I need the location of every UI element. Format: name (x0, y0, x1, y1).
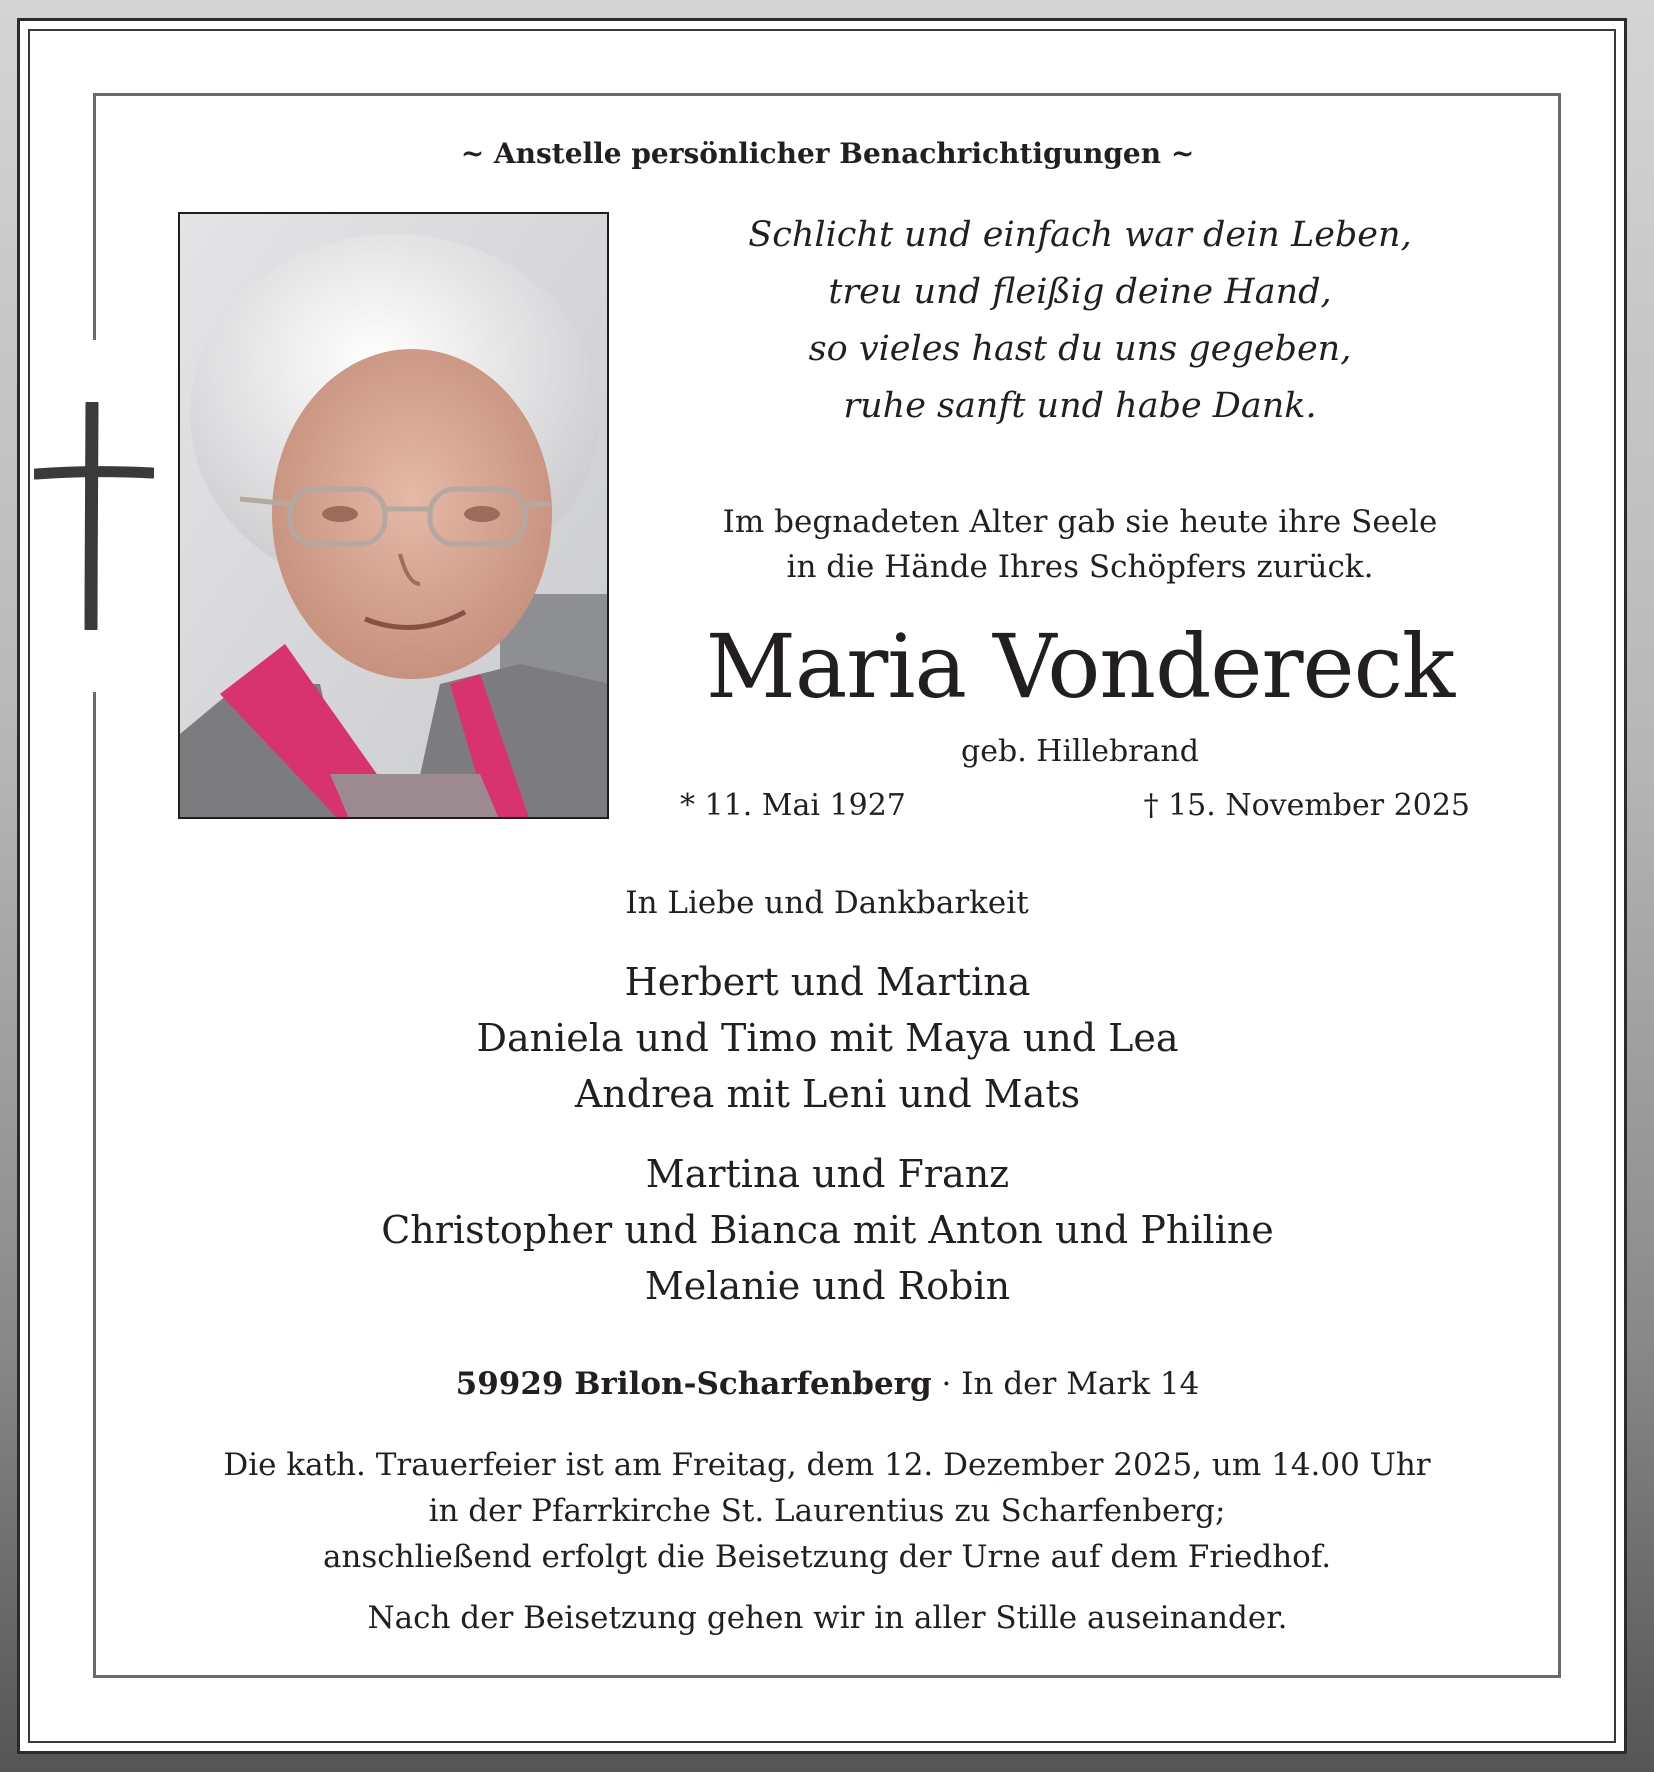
family-group-1 (260, 954, 1395, 1122)
cross-icon (34, 402, 154, 630)
birth-date: * 11. Mai 1927 (680, 788, 906, 823)
ceremony-line: Die kath. Trauerfeier ist am Freitag, dem 12. Dezember 2025, um 14.00 Uhr (223, 1447, 1431, 1483)
poem-line: treu und fleißig deine Hand, (828, 272, 1332, 312)
maiden-name: geb. Hillebrand (961, 734, 1199, 769)
ceremony-line: anschließend erfolgt die Beisetzung der Urne auf dem Friedhof. (322, 1539, 1332, 1575)
ceremony-line: in der Pfarrkirche St. Laurentius zu Scharfenberg; (428, 1493, 1226, 1529)
family-line: Melanie und Robin (644, 1264, 1011, 1308)
intro-text (640, 500, 1520, 590)
poem-line: Schlicht und einfach war dein Leben, (748, 215, 1412, 255)
death-date: † 15. November 2025 (1143, 788, 1470, 823)
portrait-photo (178, 212, 609, 819)
closing-line: Nach der Beisetzung gehen wir in aller Stille auseinander. (367, 1600, 1288, 1636)
address-town: 59929 Brilon-Scharfenberg (455, 1366, 932, 1402)
family-group-2 (260, 1146, 1395, 1314)
intro-line: in die Hände Ihres Schöpfers zurück. (786, 549, 1374, 585)
ceremony-info (160, 1442, 1494, 1580)
family-line: Daniela und Timo mit Maya und Lea (476, 1016, 1179, 1060)
family-line: Andrea mit Leni und Mats (574, 1072, 1081, 1116)
poem-line: so vieles hast du uns gegeben, (808, 329, 1352, 369)
poem (680, 207, 1480, 435)
address-street: · In der Mark 14 (931, 1366, 1200, 1402)
deceased-name: Maria Vondereck (705, 615, 1455, 718)
address (260, 1366, 1395, 1402)
notice-header: ~ Anstelle persönlicher Benachrichtigungen ~ (460, 137, 1195, 170)
poem-line: ruhe sanft und habe Dank. (843, 386, 1317, 426)
family-line: Christopher und Bianca mit Anton und Philine (381, 1208, 1274, 1252)
family-line: Martina und Franz (645, 1152, 1010, 1196)
intro-line: Im begnadeten Alter gab sie heute ihre Seele (722, 504, 1438, 540)
love-line: In Liebe und Dankbarkeit (625, 885, 1029, 921)
family-line: Herbert und Martina (624, 960, 1031, 1004)
